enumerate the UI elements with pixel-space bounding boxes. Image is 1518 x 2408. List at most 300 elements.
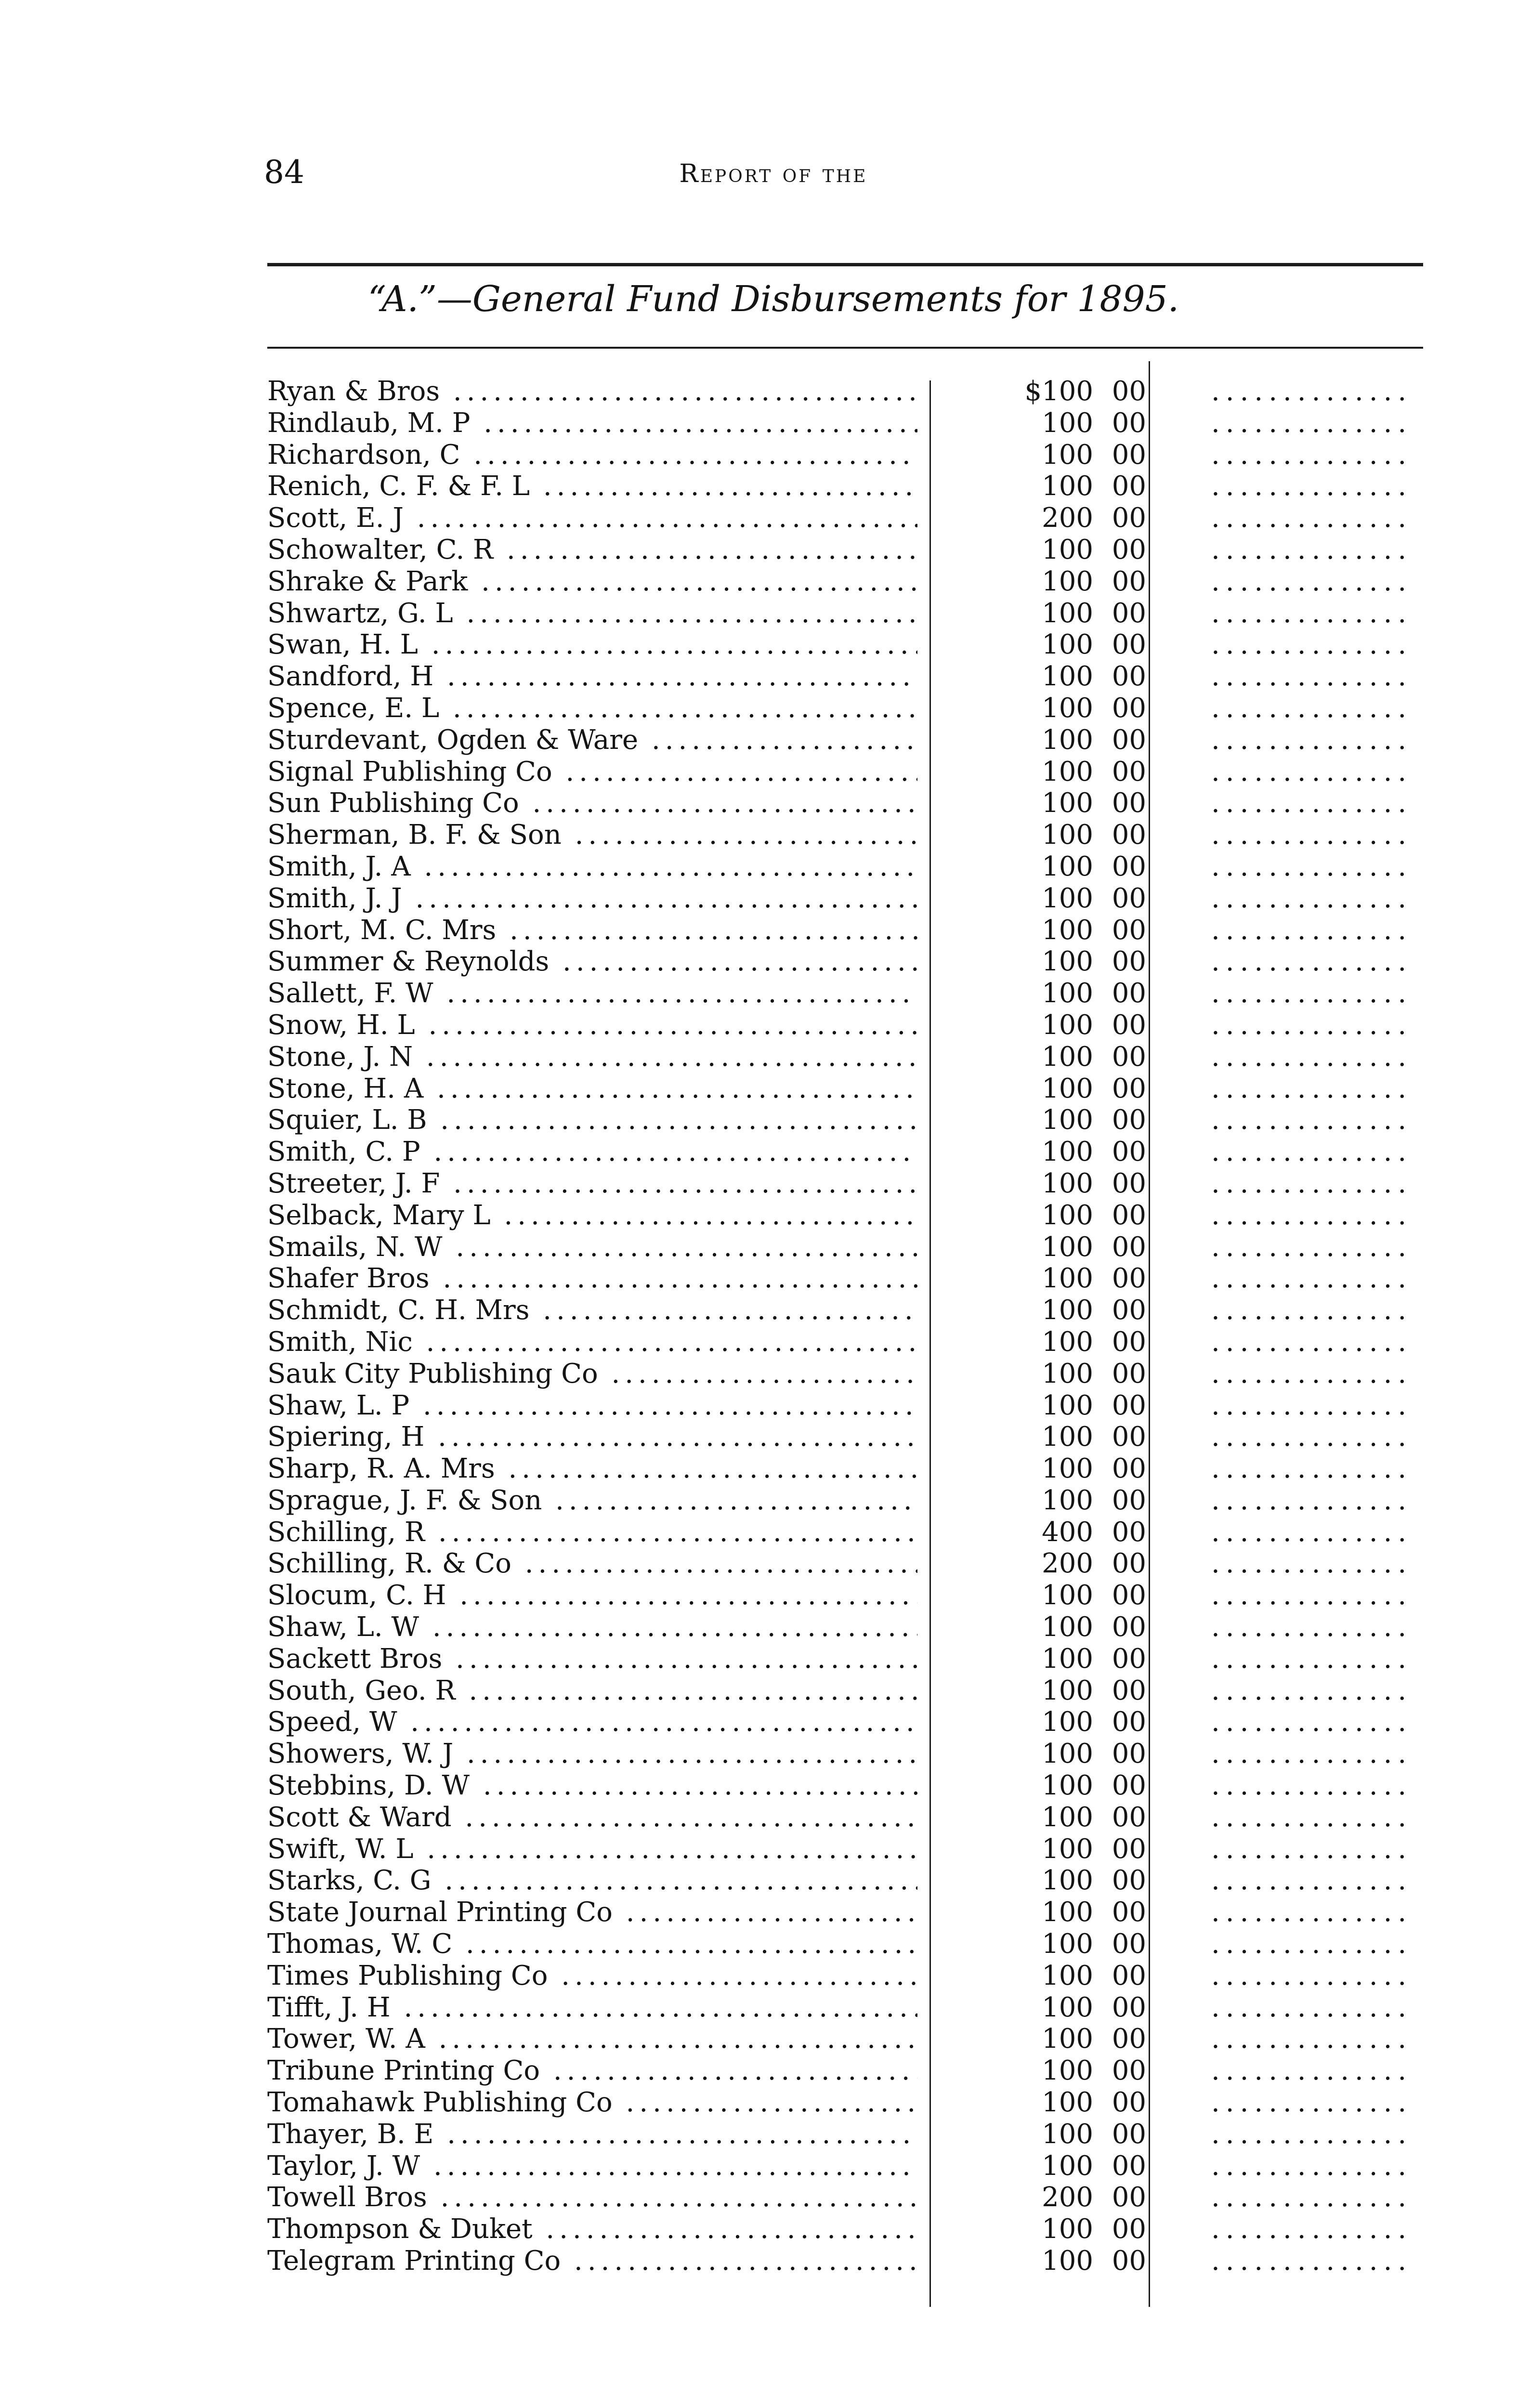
title-rule	[267, 347, 1423, 349]
blank-column-leader: ..............	[1211, 1167, 1413, 1199]
dollars-value: 100	[1042, 1897, 1093, 1928]
dollars-value: 100	[1042, 1484, 1093, 1516]
amount-cents: 00	[1112, 724, 1146, 756]
blank-column-leader: ..............	[1211, 1833, 1413, 1865]
dollars-value: 100	[1042, 661, 1093, 693]
payee-name: Sharp, R. A. Mrs .....	[267, 1453, 917, 1485]
blank-column-leader: ..............	[1211, 2023, 1413, 2055]
amount-dollars	[1021, 915, 1093, 946]
table-row	[267, 566, 1423, 598]
amount-cents: 00	[1112, 1295, 1146, 1326]
table-row	[267, 978, 1423, 1009]
table-row	[267, 787, 1423, 819]
table-row	[267, 756, 1423, 788]
table-row	[267, 2119, 1423, 2150]
amount-dollars	[1021, 1009, 1093, 1041]
table-row	[267, 1580, 1423, 1611]
amount-cents: 00	[1112, 882, 1146, 914]
table-row	[267, 1548, 1423, 1580]
amount-dollars	[1021, 1390, 1093, 1422]
table-row	[267, 1802, 1423, 1833]
blank-column-leader: ..............	[1211, 534, 1413, 565]
dollars-value: 100	[1042, 407, 1093, 439]
payee-name: Thayer, B. E .....	[267, 2119, 917, 2150]
table-row	[267, 1041, 1423, 1073]
amount-dollars	[1021, 471, 1093, 502]
amount-cents: 00	[1112, 1675, 1146, 1706]
table-row	[267, 534, 1423, 566]
dollars-value: 100	[1042, 1991, 1093, 2023]
blank-column-leader: ..............	[1211, 1706, 1413, 1738]
amount-cents: 00	[1112, 1484, 1146, 1516]
amount-dollars	[1021, 2023, 1093, 2055]
dollars-value: 100	[1042, 376, 1093, 407]
blank-column-leader: ..............	[1211, 1484, 1413, 1516]
amount-dollars	[1021, 1421, 1093, 1453]
amount-dollars	[1021, 1200, 1093, 1231]
dollars-value: 100	[1042, 2150, 1093, 2182]
amount-dollars	[1021, 661, 1093, 693]
payee-name: Squier, L. B .....	[267, 1104, 917, 1136]
amount-cents: 00	[1112, 2023, 1146, 2055]
amount-cents: 00	[1112, 2055, 1146, 2087]
amount-dollars	[1021, 1960, 1093, 1992]
amount-cents: 00	[1112, 819, 1146, 851]
payee-name: Scott, E. J .....	[267, 502, 917, 534]
table-row	[267, 376, 1423, 407]
dollars-value: 100	[1042, 534, 1093, 565]
amount-dollars	[1021, 1675, 1093, 1707]
amount-dollars	[1021, 978, 1093, 1009]
dollars-value: 100	[1042, 1231, 1093, 1263]
payee-name: Selback, Mary L .....	[267, 1200, 917, 1231]
payee-name: Stebbins, D. W .....	[267, 1770, 917, 1802]
table-row	[267, 1453, 1423, 1485]
amount-dollars	[1021, 1136, 1093, 1168]
payee-name: Sauk City Publishing Co .....	[267, 1358, 917, 1390]
amount-cents: 00	[1112, 692, 1146, 724]
dollars-value: 100	[1042, 1263, 1093, 1295]
amount-dollars	[1021, 598, 1093, 629]
payee-name: Times Publishing Co .....	[267, 1960, 917, 1992]
dollars-value: 100	[1042, 1928, 1093, 1960]
payee-name: Shaw, L. P .....	[267, 1390, 917, 1422]
amount-cents: 00	[1112, 439, 1146, 471]
amount-cents: 00	[1112, 1358, 1146, 1389]
amount-cents: 00	[1112, 376, 1146, 407]
amount-dollars	[1021, 787, 1093, 819]
payee-name: Snow, H. L .....	[267, 1009, 917, 1041]
amount-dollars	[1021, 1802, 1093, 1833]
amount-cents: 00	[1112, 2245, 1146, 2277]
table-row	[267, 1136, 1423, 1168]
amount-cents: 00	[1112, 1073, 1146, 1104]
amount-cents: 00	[1112, 787, 1146, 819]
amount-cents: 00	[1112, 1231, 1146, 1263]
amount-dollars	[1021, 2055, 1093, 2087]
payee-name: Taylor, J. W .....	[267, 2150, 917, 2182]
amount-cents: 00	[1112, 1643, 1146, 1675]
payee-name: Sturdevant, Ogden & Ware .....	[267, 724, 917, 756]
table-row	[267, 2150, 1423, 2182]
blank-column-leader: ..............	[1211, 1263, 1413, 1295]
amount-dollars	[1021, 566, 1093, 598]
blank-column-leader: ..............	[1211, 1326, 1413, 1358]
amount-cents: 00	[1112, 565, 1146, 597]
blank-column-leader: ..............	[1211, 1041, 1413, 1073]
blank-column-leader: ..............	[1211, 851, 1413, 882]
dollars-value: 100	[1042, 1453, 1093, 1485]
payee-name: Smith, C. P .....	[267, 1136, 917, 1168]
amount-dollars	[1021, 1358, 1093, 1390]
amount-dollars	[1021, 1041, 1093, 1073]
payee-name: Stone, J. N .....	[267, 1041, 917, 1073]
payee-name: Smith, Nic .....	[267, 1326, 917, 1358]
amount-dollars	[1021, 629, 1093, 661]
table-row	[267, 598, 1423, 629]
table-row	[267, 502, 1423, 534]
dollars-value: 100	[1042, 2213, 1093, 2245]
dollars-value: 100	[1042, 1009, 1093, 1041]
blank-column-leader: ..............	[1211, 787, 1413, 819]
payee-name: Stone, H. A .....	[267, 1073, 917, 1105]
dollars-value: 100	[1042, 1770, 1093, 1802]
dollars-value: 100	[1042, 1611, 1093, 1643]
dollars-value: 100	[1042, 565, 1093, 597]
amount-cents: 00	[1112, 1326, 1146, 1358]
amount-cents: 00	[1112, 1706, 1146, 1738]
blank-column-leader: ..............	[1211, 1611, 1413, 1643]
amount-cents: 00	[1112, 597, 1146, 629]
amount-dollars	[1021, 1770, 1093, 1802]
amount-dollars	[1021, 407, 1093, 439]
dollars-value: 100	[1042, 756, 1093, 787]
dollars-value: 100	[1042, 2055, 1093, 2087]
amount-cents: 00	[1112, 2150, 1146, 2182]
blank-column-leader: ..............	[1211, 502, 1413, 534]
payee-name: Schmidt, C. H. Mrs .....	[267, 1295, 917, 1326]
amount-dollars	[1021, 693, 1093, 724]
payee-name: Thompson & Duket .....	[267, 2213, 917, 2245]
dollars-value: 100	[1042, 1580, 1093, 1611]
amount-cents: 00	[1112, 1548, 1146, 1580]
table-row	[267, 1200, 1423, 1231]
blank-column-leader: ..............	[1211, 1675, 1413, 1706]
dollars-value: 100	[1042, 1295, 1093, 1326]
amount-cents: 00	[1112, 1041, 1146, 1073]
table-row	[267, 471, 1423, 502]
amount-dollars	[1021, 1104, 1093, 1136]
amount-cents: 00	[1112, 2213, 1146, 2245]
blank-column-leader: ..............	[1211, 471, 1413, 502]
amount-cents: 00	[1112, 1263, 1146, 1295]
dollars-value: 100	[1042, 724, 1093, 756]
blank-column-leader: ..............	[1211, 2150, 1413, 2182]
payee-name: Smails, N. W .....	[267, 1231, 917, 1263]
table-row	[267, 724, 1423, 756]
amount-dollars	[1021, 2182, 1093, 2213]
dollars-value: 100	[1042, 1104, 1093, 1136]
dollars-value: 100	[1042, 787, 1093, 819]
table-row	[267, 1611, 1423, 1643]
table-title: “A.”—General Fund Disbursements for 1895.	[367, 278, 1179, 320]
amount-cents: 00	[1112, 1421, 1146, 1453]
payee-name: Showers, W. J .....	[267, 1738, 917, 1770]
payee-name: Streeter, J. F .....	[267, 1168, 917, 1200]
amount-cents: 00	[1112, 1104, 1146, 1136]
blank-column-leader: ..............	[1211, 1738, 1413, 1770]
amount-dollars	[1021, 946, 1093, 978]
amount-cents: 00	[1112, 502, 1146, 534]
table-row	[267, 2182, 1423, 2213]
dollars-value: 100	[1042, 1421, 1093, 1453]
table-row	[267, 2245, 1423, 2277]
amount-cents: 00	[1112, 471, 1146, 502]
blank-column-leader: ..............	[1211, 407, 1413, 439]
payee-name: Schowalter, C. R .....	[267, 534, 917, 566]
dollars-value: 100	[1042, 946, 1093, 978]
payee-name: Summer & Reynolds .....	[267, 946, 917, 978]
table-row	[267, 2055, 1423, 2087]
blank-column-leader: ..............	[1211, 1231, 1413, 1263]
table-row	[267, 1073, 1423, 1105]
amount-dollars	[1021, 1263, 1093, 1295]
table-row	[267, 407, 1423, 439]
amount-dollars	[1021, 534, 1093, 566]
blank-column-leader: ..............	[1211, 629, 1413, 661]
payee-name: Sun Publishing Co .....	[267, 787, 917, 819]
dollars-value: 100	[1042, 1643, 1093, 1675]
amount-dollars	[1021, 2150, 1093, 2182]
amount-cents: 00	[1112, 1897, 1146, 1928]
amount-cents: 00	[1112, 1738, 1146, 1770]
payee-name: Sandford, H .....	[267, 661, 917, 693]
table-row	[267, 819, 1423, 851]
blank-column-leader: ..............	[1211, 1897, 1413, 1928]
payee-name: Short, M. C. Mrs .....	[267, 915, 917, 946]
table-row	[267, 1865, 1423, 1897]
dollars-value: 100	[1042, 629, 1093, 661]
amount-dollars	[1021, 756, 1093, 788]
dollars-value: 200	[1042, 2182, 1093, 2213]
blank-column-leader: ..............	[1211, 1421, 1413, 1453]
blank-column-leader: ..............	[1211, 914, 1413, 946]
amount-cents: 00	[1112, 1960, 1146, 1991]
dollars-value: 100	[1042, 1675, 1093, 1706]
amount-cents: 00	[1112, 1199, 1146, 1231]
payee-name: Shaw, L. W .....	[267, 1611, 917, 1643]
dollars-value: 100	[1042, 1167, 1093, 1199]
blank-column-leader: ..............	[1211, 2245, 1413, 2277]
dollars-value: 100	[1042, 1358, 1093, 1389]
dollars-value: 100	[1042, 597, 1093, 629]
amount-dollars	[1021, 1485, 1093, 1517]
blank-column-leader: ..............	[1211, 724, 1413, 756]
blank-column-leader: ..............	[1211, 1358, 1413, 1389]
amount-dollars	[1021, 1295, 1093, 1326]
blank-column-leader: ..............	[1211, 1991, 1413, 2023]
blank-column-leader: ..............	[1211, 1104, 1413, 1136]
table-row	[267, 661, 1423, 693]
payee-name: Rindlaub, M. P .....	[267, 407, 917, 439]
top-rule	[267, 263, 1423, 266]
dollars-value: 100	[1042, 2118, 1093, 2150]
amount-dollars	[1021, 2245, 1093, 2277]
amount-dollars	[1021, 502, 1093, 534]
amount-cents: 00	[1112, 756, 1146, 787]
amount-dollars	[1021, 851, 1093, 883]
payee-name: Speed, W .....	[267, 1706, 917, 1738]
table-row	[267, 1643, 1423, 1675]
payee-name: Ryan & Bros .....	[267, 376, 917, 407]
table-row	[267, 1390, 1423, 1422]
table-row	[267, 915, 1423, 946]
dollars-value: 200	[1042, 502, 1093, 534]
dollars-value: 100	[1042, 882, 1093, 914]
table-row	[267, 2213, 1423, 2245]
payee-name: Sprague, J. F. & Son .....	[267, 1485, 917, 1517]
dollars-value: 100	[1042, 1073, 1093, 1104]
blank-column-leader: ..............	[1211, 1865, 1413, 1897]
table-row	[267, 693, 1423, 724]
amount-cents: 00	[1112, 1389, 1146, 1421]
blank-column-leader: ..............	[1211, 1801, 1413, 1833]
blank-column-leader: ..............	[1211, 661, 1413, 693]
table-row	[267, 1738, 1423, 1770]
dollars-value: 100	[1042, 1389, 1093, 1421]
dollars-value: 100	[1042, 1960, 1093, 1991]
amount-dollars	[1021, 1738, 1093, 1770]
amount-cents: 00	[1112, 1928, 1146, 1960]
dollars-value: 100	[1042, 819, 1093, 851]
payee-name: Shwartz, G. L .....	[267, 598, 917, 629]
payee-name: Richardson, C .....	[267, 439, 917, 471]
blank-column-leader: ..............	[1211, 565, 1413, 597]
amount-dollars	[1021, 724, 1093, 756]
table-row	[267, 1960, 1423, 1992]
table-row	[267, 883, 1423, 915]
dollars-value: 400	[1042, 1516, 1093, 1548]
dollars-value: 100	[1042, 1041, 1093, 1073]
amount-cents: 00	[1112, 2182, 1146, 2213]
table-row	[267, 629, 1423, 661]
dollars-value: 100	[1042, 978, 1093, 1009]
payee-name: Telegram Printing Co .....	[267, 2245, 917, 2277]
table-row	[267, 1928, 1423, 1960]
amount-dollars	[1021, 439, 1093, 471]
table-row	[267, 946, 1423, 978]
amount-cents: 00	[1112, 978, 1146, 1009]
table-row	[267, 851, 1423, 883]
amount-cents: 00	[1112, 1167, 1146, 1199]
blank-column-leader: ..............	[1211, 1580, 1413, 1611]
table-row	[267, 1263, 1423, 1295]
dollars-value: 100	[1042, 692, 1093, 724]
amount-cents: 00	[1112, 946, 1146, 978]
amount-dollars	[1021, 1548, 1093, 1580]
blank-column-leader: ..............	[1211, 819, 1413, 851]
blank-column-leader: ..............	[1211, 1928, 1413, 1960]
amount-cents: 00	[1112, 407, 1146, 439]
blank-column-leader: ..............	[1211, 1960, 1413, 1991]
amount-cents: 00	[1112, 2118, 1146, 2150]
table-row	[267, 1421, 1423, 1453]
blank-column-leader: ..............	[1211, 2087, 1413, 2119]
blank-column-leader: ..............	[1211, 1516, 1413, 1548]
amount-dollars	[1021, 2213, 1093, 2245]
table-row	[267, 1833, 1423, 1865]
disbursement-table	[267, 376, 1423, 2277]
dollars-value: 200	[1042, 1548, 1093, 1580]
blank-column-leader: ..............	[1211, 2182, 1413, 2213]
table-row	[267, 1326, 1423, 1358]
table-row	[267, 1485, 1423, 1517]
amount-cents: 00	[1112, 1865, 1146, 1897]
amount-cents: 00	[1112, 851, 1146, 882]
blank-column-leader: ..............	[1211, 439, 1413, 471]
payee-name: Tower, W. A .....	[267, 2023, 917, 2055]
amount-cents: 00	[1112, 534, 1146, 565]
amount-cents: 00	[1112, 1136, 1146, 1168]
table-row	[267, 1897, 1423, 1928]
blank-column-leader: ..............	[1211, 1389, 1413, 1421]
amount-dollars	[1021, 2119, 1093, 2150]
dollars-value: 100	[1042, 1738, 1093, 1770]
table-row	[267, 2023, 1423, 2055]
payee-name: Shafer Bros .....	[267, 1263, 917, 1295]
page-number: 84	[264, 154, 304, 191]
payee-name: Smith, J. A .....	[267, 851, 917, 883]
amount-cents: 00	[1112, 1580, 1146, 1611]
payee-name: Starks, C. G .....	[267, 1865, 917, 1897]
dollars-value: 100	[1042, 439, 1093, 471]
dollars-value: 100	[1042, 1706, 1093, 1738]
blank-column-leader: ..............	[1211, 2213, 1413, 2245]
table-row	[267, 1992, 1423, 2024]
amount-dollars	[1021, 1643, 1093, 1675]
dollars-value: 100	[1042, 1136, 1093, 1168]
amount-dollars	[1021, 1517, 1093, 1548]
dollars-value: 100	[1042, 851, 1093, 882]
payee-name: Sackett Bros .....	[267, 1643, 917, 1675]
amount-cents: 00	[1112, 1833, 1146, 1865]
amount-dollars	[1021, 1073, 1093, 1105]
blank-column-leader: ..............	[1211, 1073, 1413, 1104]
payee-name: Swan, H. L .....	[267, 629, 917, 661]
blank-column-leader: ..............	[1211, 1295, 1413, 1326]
table-row	[267, 1358, 1423, 1390]
payee-name: Renich, C. F. & F. L .....	[267, 471, 917, 502]
payee-name: Signal Publishing Co .....	[267, 756, 917, 788]
amount-dollars	[1021, 1833, 1093, 1865]
amount-cents: 00	[1112, 2087, 1146, 2119]
payee-name: Shrake & Park .....	[267, 566, 917, 598]
dollars-value: 100	[1042, 1326, 1093, 1358]
blank-column-leader: ..............	[1211, 756, 1413, 787]
blank-column-leader: ..............	[1211, 1548, 1413, 1580]
amount-cents: 00	[1112, 1009, 1146, 1041]
amount-cents: 00	[1112, 1801, 1146, 1833]
dollars-value: 100	[1042, 2245, 1093, 2277]
amount-dollars	[1021, 1897, 1093, 1928]
dollars-value: 100	[1042, 1833, 1093, 1865]
amount-dollars	[1021, 1928, 1093, 1960]
amount-dollars	[1021, 1992, 1093, 2024]
blank-column-leader: ..............	[1211, 597, 1413, 629]
dollars-value: 100	[1042, 1801, 1093, 1833]
amount-cents: 00	[1112, 629, 1146, 661]
payee-name: Tomahawk Publishing Co .....	[267, 2087, 917, 2119]
